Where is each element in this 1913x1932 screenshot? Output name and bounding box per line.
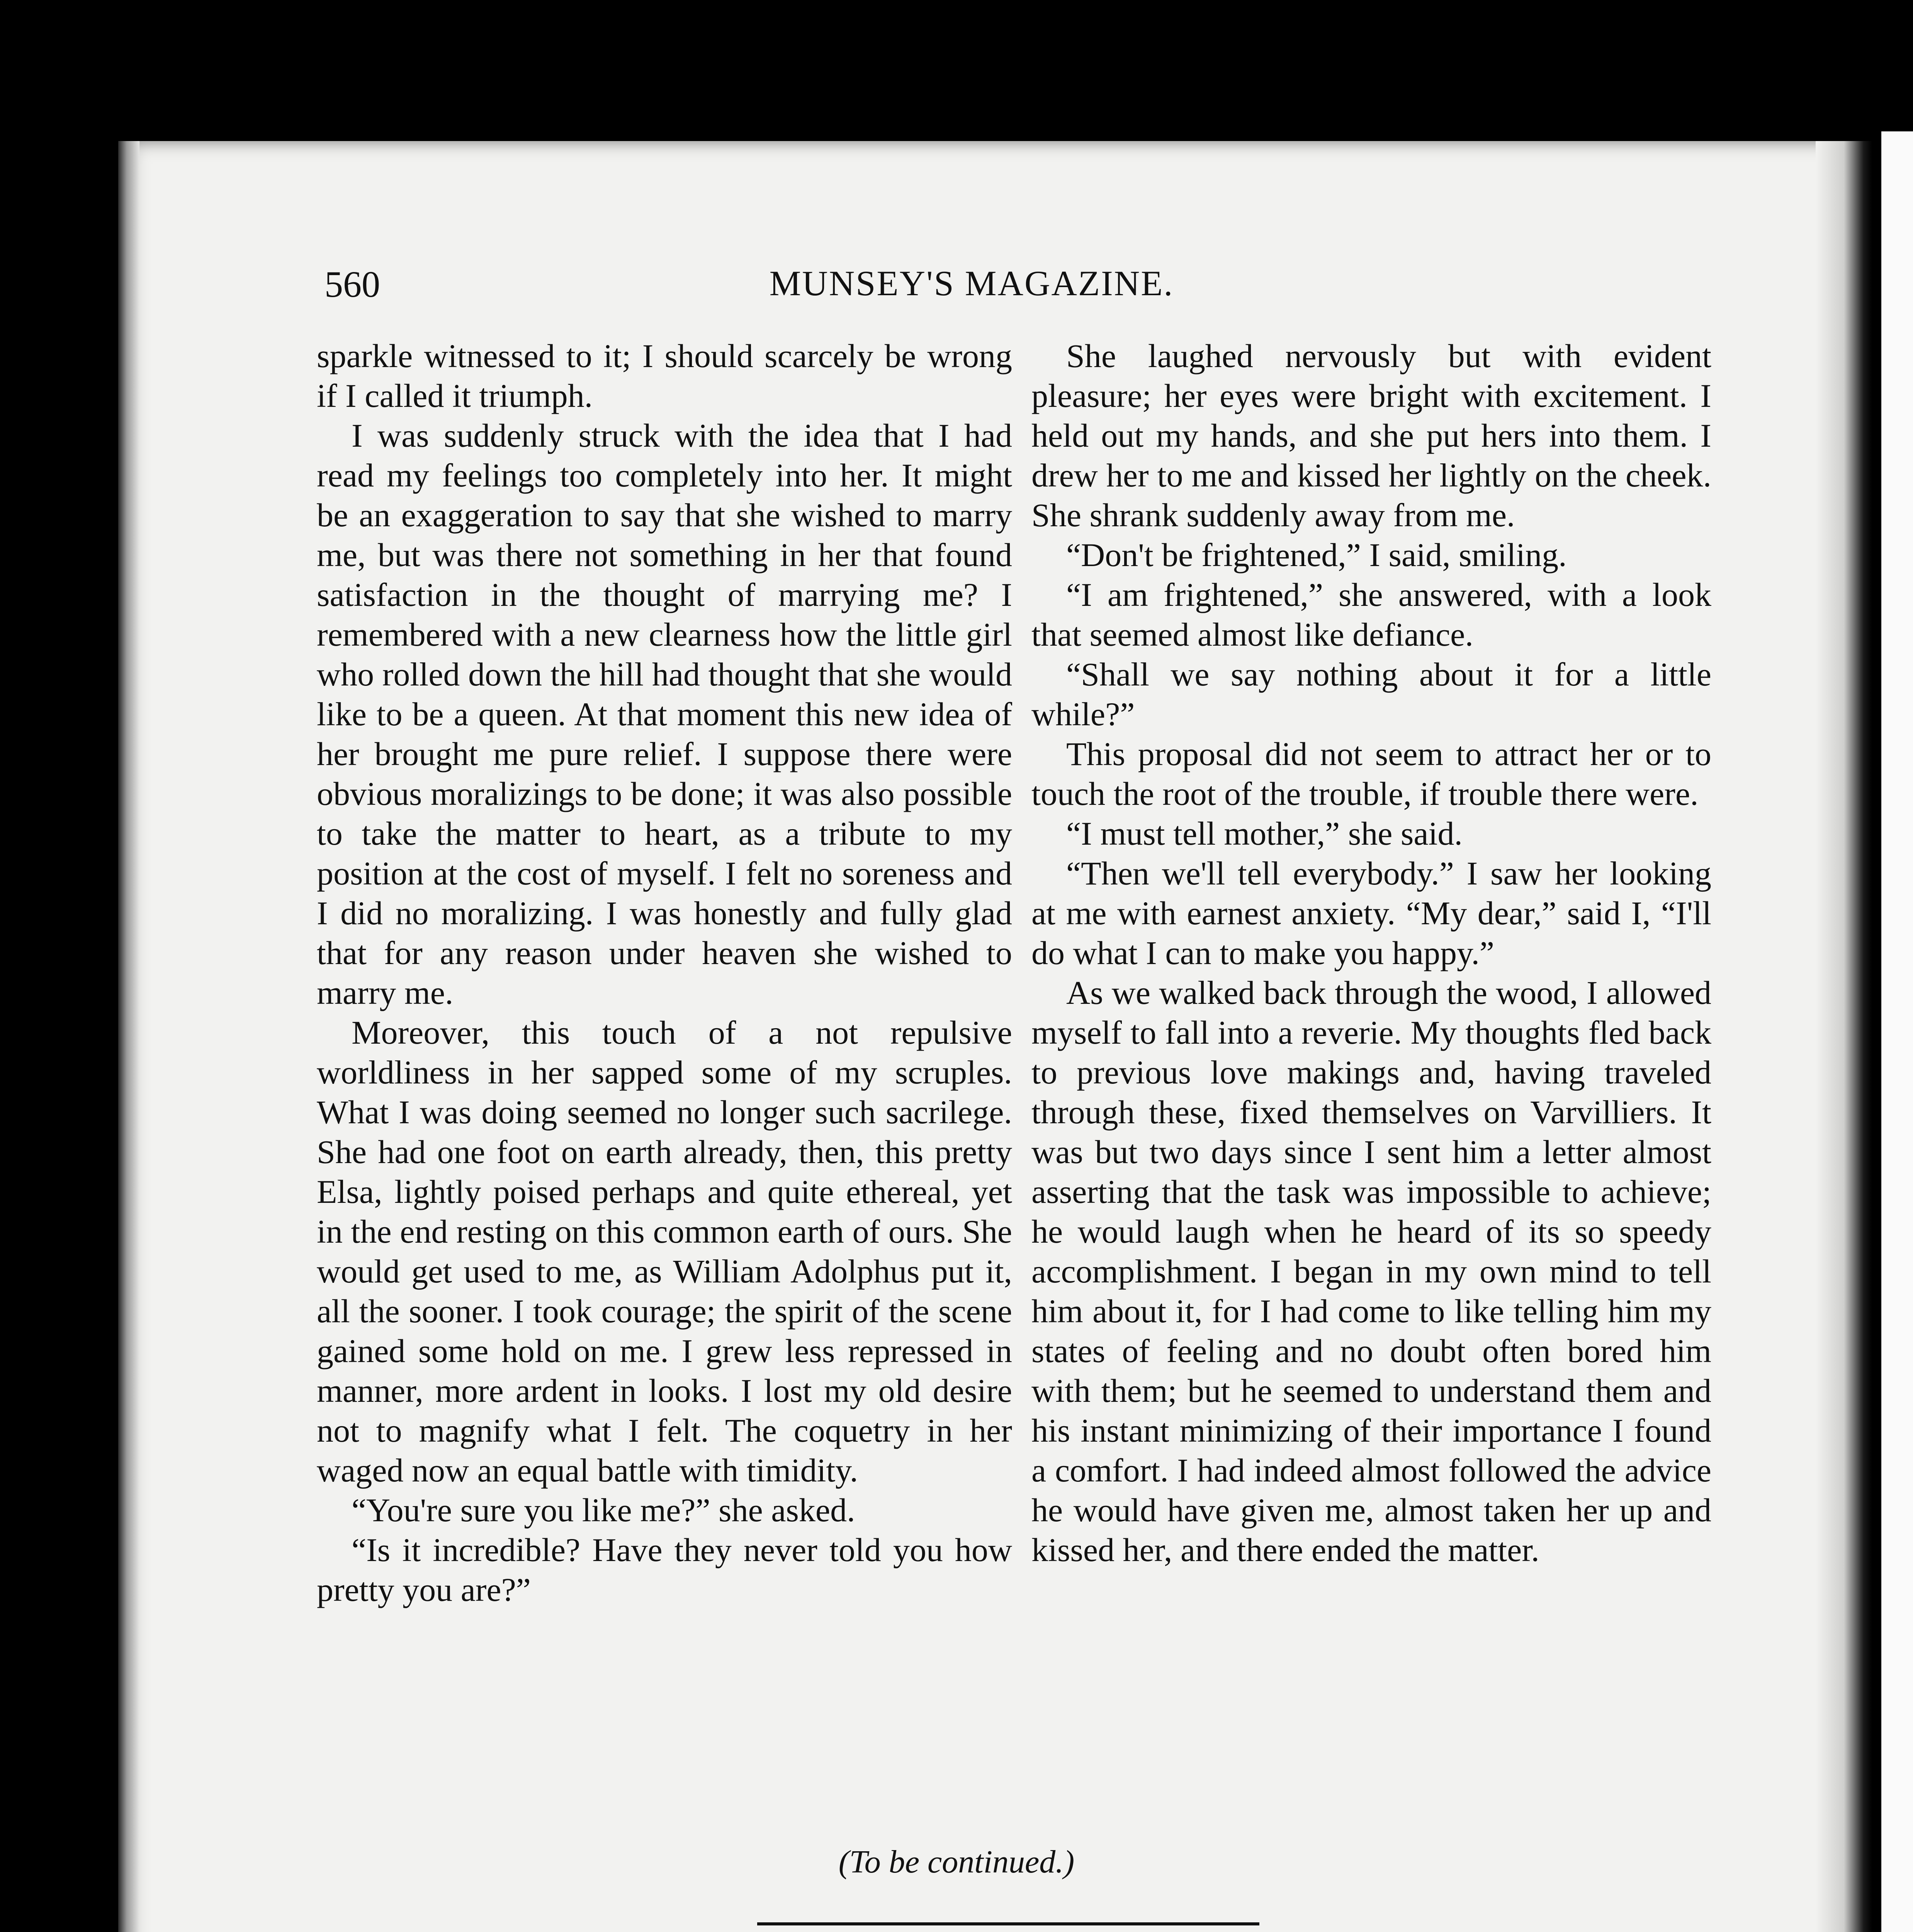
continued-note bbox=[0, 1843, 1913, 1881]
page-number: 560 bbox=[324, 264, 380, 305]
page-header bbox=[324, 263, 1619, 313]
page-right-edge bbox=[1816, 141, 1872, 1932]
continued-text: (To be continued.) bbox=[838, 1844, 1075, 1880]
paragraph: “Don't be frightened,” I said, smiling. bbox=[1066, 536, 1567, 573]
right-column bbox=[1031, 336, 1711, 1570]
running-title: MUNSEY'S MAGAZINE. bbox=[769, 264, 1174, 303]
paragraph: sparkle witnessed to it; I should scarcely be wrong if I called it triumph. bbox=[317, 337, 1012, 414]
paragraph: “I must tell mother,” she said. bbox=[1066, 815, 1463, 852]
paragraph: “You're sure you like me?” she asked. bbox=[352, 1492, 855, 1529]
paragraph: “Is it incredible? Have they never told you how pretty you are?” bbox=[317, 1531, 1012, 1608]
left-column bbox=[317, 336, 1012, 1610]
paragraph: “Shall we say nothing about it for a little while?” bbox=[1031, 656, 1711, 733]
section-divider bbox=[757, 1922, 1259, 1925]
paragraph: “I am frightened,” she answered, with a look that seemed almost like defiance. bbox=[1031, 576, 1711, 653]
paragraph: “Then we'll tell everybody.” I saw her looking at me with earnest anxiety. “My dear,” said I, “I'll do what I can to make you happy.” bbox=[1031, 855, 1711, 971]
paragraph: I was suddenly struck with the idea that I had read my feelings too completely into her. It might be an exaggeration to say that she wished to marry me, but was there not something in her that found satisfaction in the thought of marrying me? I remembered with a new clearness how the little girl who rolled down the hill had thought that she would like to be a queen. At that moment this new idea of her brought me pure relief. I suppose there were obvious moralizings to be done; it was also possible to take the matter to heart, as a tribute to my position at the cost of myself. I felt no soreness and I did no moralizing. I was honestly and fully glad that for any reason under heaven she wished to marry me. bbox=[317, 417, 1012, 1011]
paragraph: This proposal did not seem to attract her or to touch the root of the trouble, if trouble there were. bbox=[1031, 735, 1711, 812]
paragraph: Moreover, this touch of a not repulsive worldliness in her sapped some of my scruples. What I was doing seemed no longer such sacrilege. She had one foot on earth already, then, this pretty Elsa, lightly poised perhaps and quite ethereal, yet in the end resting on this common earth of ours. She would get used to me, as William Adolphus put it, all the sooner. I took courage; the spirit of the scene gained some hold on me. I grew less repressed in manner, more ardent in looks. I lost my old desire not to magnify what I felt. The coquetry in her waged now an equal battle with timidity. bbox=[317, 1014, 1012, 1489]
page-gutter-shadow bbox=[118, 141, 139, 1932]
paragraph: As we walked back through the wood, I allowed myself to fall into a reverie. My thoughts fled back to previous love makings and, having traveled through these, fixed themselves on Varvilliers. It was but two days since I sent him a letter almost asserting that the task was impossible to achieve; he would laugh when he heard of its so speedy accomplishment. I began in my own mind to tell him about it, for I had come to like telling him my states of feeling and no doubt often bored him with them; but he seemed to understand them and his instant minimizing of their importance I found a comfort. I had indeed almost followed the advice he would have given me, almost taken her up and kissed her, and there ended the matter. bbox=[1031, 974, 1711, 1568]
adjacent-page-edge bbox=[1881, 131, 1913, 1932]
paragraph: She laughed nervously but with evident pleasure; her eyes were bright with excitement. I held out my hands, and she put hers into them. I drew her to me and kissed her lightly on the cheek. She shrank suddenly away from me. bbox=[1031, 337, 1711, 534]
